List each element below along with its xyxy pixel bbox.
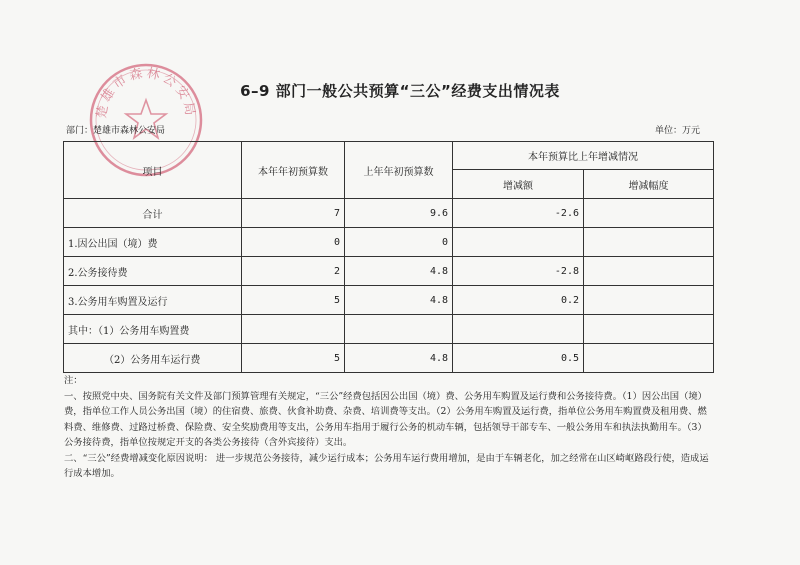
- row-change: 0.5: [453, 344, 584, 373]
- row-previous: 9.6: [345, 199, 453, 228]
- row-rate: [584, 228, 714, 257]
- row-change: [453, 315, 584, 344]
- row-previous: [345, 315, 453, 344]
- unit-label: 单位：万元: [655, 126, 701, 136]
- table-row: [64, 228, 714, 257]
- header-change-amount: 增减额: [453, 170, 584, 199]
- row-label: 1.因公出国（境）费: [64, 228, 242, 257]
- row-current: 5: [242, 286, 345, 315]
- notes-paragraph-2: 二、“三公”经费增减变化原因说明： 进一步规范公务接待，减少运行成本；公务用车运行费用增加，是由于车辆老化，加之经常在山区崎岖路段行使，造成运行成本增加。: [64, 452, 709, 479]
- header-item: 项目: [64, 142, 242, 199]
- row-current: 5: [242, 344, 345, 373]
- row-rate: [584, 344, 714, 373]
- page-title: 6–9 部门一般公共预算“三公”经费支出情况表: [240, 82, 560, 100]
- row-rate: [584, 315, 714, 344]
- department-label: 部门：楚雄市森林公安局: [66, 126, 166, 136]
- row-rate: [584, 257, 714, 286]
- row-change: -2.6: [453, 199, 584, 228]
- row-rate: [584, 199, 714, 228]
- row-label: 2.公务接待费: [64, 257, 242, 286]
- row-current: [242, 315, 345, 344]
- row-previous: 4.8: [345, 286, 453, 315]
- row-previous: 0: [345, 228, 453, 257]
- row-previous: 4.8: [345, 257, 453, 286]
- svg-text:楚雄市森林公安局: 楚雄市森林公安局: [94, 65, 198, 120]
- row-change: -2.8: [453, 257, 584, 286]
- row-label: 3.公务用车购置及运行: [64, 286, 242, 315]
- row-previous: 4.8: [345, 344, 453, 373]
- row-rate: [584, 286, 714, 315]
- table-row: [64, 257, 714, 286]
- notes-section: [64, 373, 716, 482]
- table-row: [64, 286, 714, 315]
- row-label: （2）公务用车运行费: [64, 344, 242, 373]
- header-previous: 上年年初预算数: [345, 142, 453, 199]
- header-current: 本年年初预算数: [242, 142, 345, 199]
- row-label: 合计: [64, 199, 242, 228]
- row-change: 0.2: [453, 286, 584, 315]
- row-current: 0: [242, 228, 345, 257]
- header-compare: 本年预算比上年增减情况: [453, 142, 714, 170]
- table-row: [64, 199, 714, 228]
- notes-paragraph-1: 一、按照党中央、国务院有关文件及部门预算管理有关规定，“三公”经费包括因公出国（境）费、公务用车购置及运行费和公务接待费。（1）因公出国（境）费，指单位工作人员公务出国（境）的住宿费、旅费、伙食补助费、杂费、培训费等支出。（2）公务用车购置及运行费，指单位公务用车购置费及租用费、燃料费、维修费、过路过桥费、保险费、安全奖励费用等支出，公务用车指用于履行公务的机动车辆，包括领导干部专车、一般公务用车和执法执勤用车。（3）公务接待费，指单位按规定开支的各类公务接待（含外宾接待）支出。: [64, 390, 707, 448]
- header-change-rate: 增减幅度: [584, 170, 714, 199]
- budget-table: [63, 141, 714, 373]
- row-current: 7: [242, 199, 345, 228]
- row-change: [453, 228, 584, 257]
- row-current: 2: [242, 257, 345, 286]
- row-label: 其中：（1）公务用车购置费: [64, 315, 242, 344]
- table-row: [64, 344, 714, 373]
- table-row: [64, 315, 714, 344]
- notes-heading: 注：: [64, 375, 83, 386]
